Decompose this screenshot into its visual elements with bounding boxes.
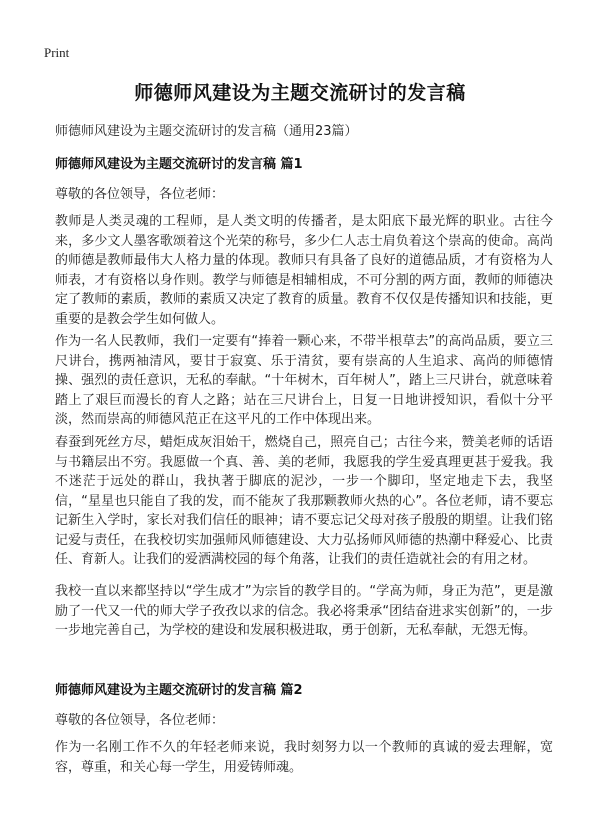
greeting-1: 尊敬的各位领导，各位老师： bbox=[55, 187, 225, 202]
greeting-2: 尊敬的各位领导，各位老师： bbox=[55, 713, 225, 728]
print-link[interactable]: Print bbox=[44, 45, 70, 60]
paragraph: 作为一名刚工作不久的年轻老师来说，我时刻努力以一个教师的真诚的爱去理解，宽容，尊重，和关心每一学生，用爱铸师魂。 bbox=[55, 740, 553, 775]
section-heading-2: 师德师风建设为主题交流研讨的发言稿 篇2 bbox=[55, 683, 303, 698]
paragraph: 我校一直以来都坚持以“学生成才”为宗旨的教学目的。“学高为师，身正为范”，更是激励了一代又一代的师大学子孜孜以求的信念。我必将秉承“团结奋进求实创新”的，一步一步地完善自己，为学校的建设和发展积极进取，勇于创新，无私奉献，无怨无悔。 bbox=[55, 584, 553, 638]
paragraph: 教师是人类灵魂的工程师，是人类文明的传播者，是太阳底下最光辉的职业。古往今来，多少文人墨客歌颂着这个光荣的称号，多少仁人志士肩负着这个崇高的使命。高尚的师德是教师最伟大人格力量的体现。教师只有具备了良好的道德品质，才有资格为人师表，才有资格以身作则。教学与师德是相辅相成，不可分割的两方面，教师的师德决定了教师的素质，教师的素质又决定了教育的质量。教育不仅仅是传播知识和技能，更重要的是教会学生如何做人。 bbox=[55, 214, 553, 327]
document-title: 师德师风建设为主题交流研讨的发言稿 bbox=[134, 82, 466, 104]
paragraph: 作为一名人民教师，我们一定要有“捧着一颗心来，不带半根草去”的高尚品质，要立三尺讲台，携两袖清风，要甘于寂寞、乐于清贫，要有崇高的人生追求、高尚的师德情操、强烈的责任意识，无私的奉献。“十年树木，百年树人”，踏上三尺讲台，就意味着踏上了艰巨而漫长的育人之路；站在三尺讲台上，日复一日地讲授知识，看似十分平淡，然而崇高的师德风范正在这平凡的工作中体现出来。 bbox=[55, 334, 553, 427]
paragraph: 春蚕到死丝方尽，蜡炬成灰泪始干，燃烧自己，照亮自己；古往今来，赞美老师的话语与书籍层出不穷。我愿做一个真、善、美的老师，我愿我的学生爱真理更甚于爱我。我不迷茫于远处的群山，我执著于脚底的泥沙，一步一个脚印，坚定地走下去，我坚信，“星星也只能自了我的发，而不能灰了我那颗教师火热的心”。各位老师，请不要忘记新生入学时，家长对我们信任的眼神；请不要忘记父母对孩子殷殷的期望。让我们铭记爱与责任，在我校切实加强师风师德建设、大力弘扬师风师德的热潮中释爱心、比责任、育新人。让我们的爱洒满校园的每个角落，让我们的责任造就社会的有用之材。 bbox=[55, 435, 553, 567]
section-heading-1: 师德师风建设为主题交流研讨的发言稿 篇1 bbox=[55, 157, 303, 172]
document-subtitle: 师德师风建设为主题交流研讨的发言稿（通用23篇） bbox=[55, 124, 358, 139]
